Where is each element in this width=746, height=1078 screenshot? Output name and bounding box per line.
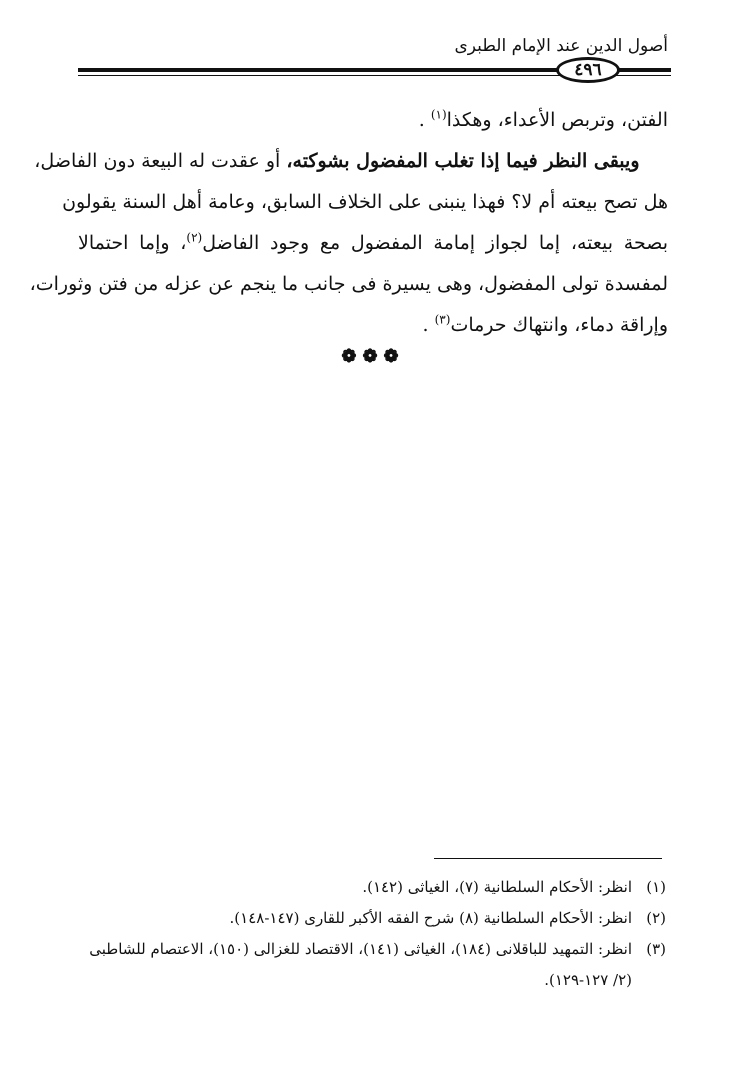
text-line <box>78 223 668 264</box>
footnote-text: انظر: التمهيد للباقلانى (١٨٤)، الغياثى (١٤١)، الاقتصاد للغزالى (١٥٠)، الاعتصام للشاطبى (٢/ ١٢٧-١٢٩). <box>89 940 632 989</box>
line-text: الفتن، وتربص الأعداء، وهكذا <box>446 109 668 131</box>
footnote-text: انظر: الأحكام السلطانية (٧)، الغياثى (١٤٢). <box>362 878 632 896</box>
footnote-rule <box>434 858 662 859</box>
footnotes <box>70 872 666 996</box>
footnote-ref: (٢) <box>186 230 203 245</box>
footnote-text: انظر: الأحكام السلطانية (٨) شرح الفقه الأكبر للقارى (١٤٧-١٤٨). <box>229 909 632 927</box>
footnote-ref: (٣) <box>434 312 451 327</box>
footnote <box>70 903 666 934</box>
line-text: ، وإما احتمالا <box>78 232 187 254</box>
section-separator: ❁❁❁ <box>341 346 405 367</box>
running-title: أصول الدين عند الإمام الطبرى <box>454 36 668 56</box>
paragraph-2 <box>29 141 669 346</box>
footnote-ref: (١) <box>430 107 447 122</box>
text-line <box>78 305 668 346</box>
text-line: لمفسدة تولى المفضول، وهى يسيرة فى جانب ما ينجم عن عزله من فتن وثورات، <box>29 273 668 295</box>
line-text: بصحة بيعته، إما لجواز إمامة المفضول مع وجود الفاضل <box>202 232 669 254</box>
line-text: أو عقدت له البيعة دون الفاضل، <box>34 150 287 172</box>
text-line <box>34 141 668 182</box>
page-number: ٤٩٦ <box>556 57 620 83</box>
line-text: . <box>418 109 431 131</box>
footnote <box>70 934 666 996</box>
bold-phrase: ويبقى النظر فيما إذا تغلب المفضول بشوكته، <box>286 150 640 172</box>
text-line <box>78 100 668 141</box>
footnote-number: (٢) <box>646 909 666 927</box>
line-text: . <box>422 314 435 336</box>
line-text: وإراقة دماء، وانتهاك حرمات <box>450 314 668 336</box>
footnote-number: (١) <box>646 878 666 896</box>
body-text <box>29 100 669 346</box>
text-line: هل تصح بيعته أم لا؟ فهذا ينبنى على الخلاف السابق، وعامة أهل السنة يقولون <box>62 191 668 213</box>
footnote <box>70 872 666 903</box>
footnote-number: (٣) <box>646 940 666 958</box>
paragraph-1 <box>78 100 668 141</box>
